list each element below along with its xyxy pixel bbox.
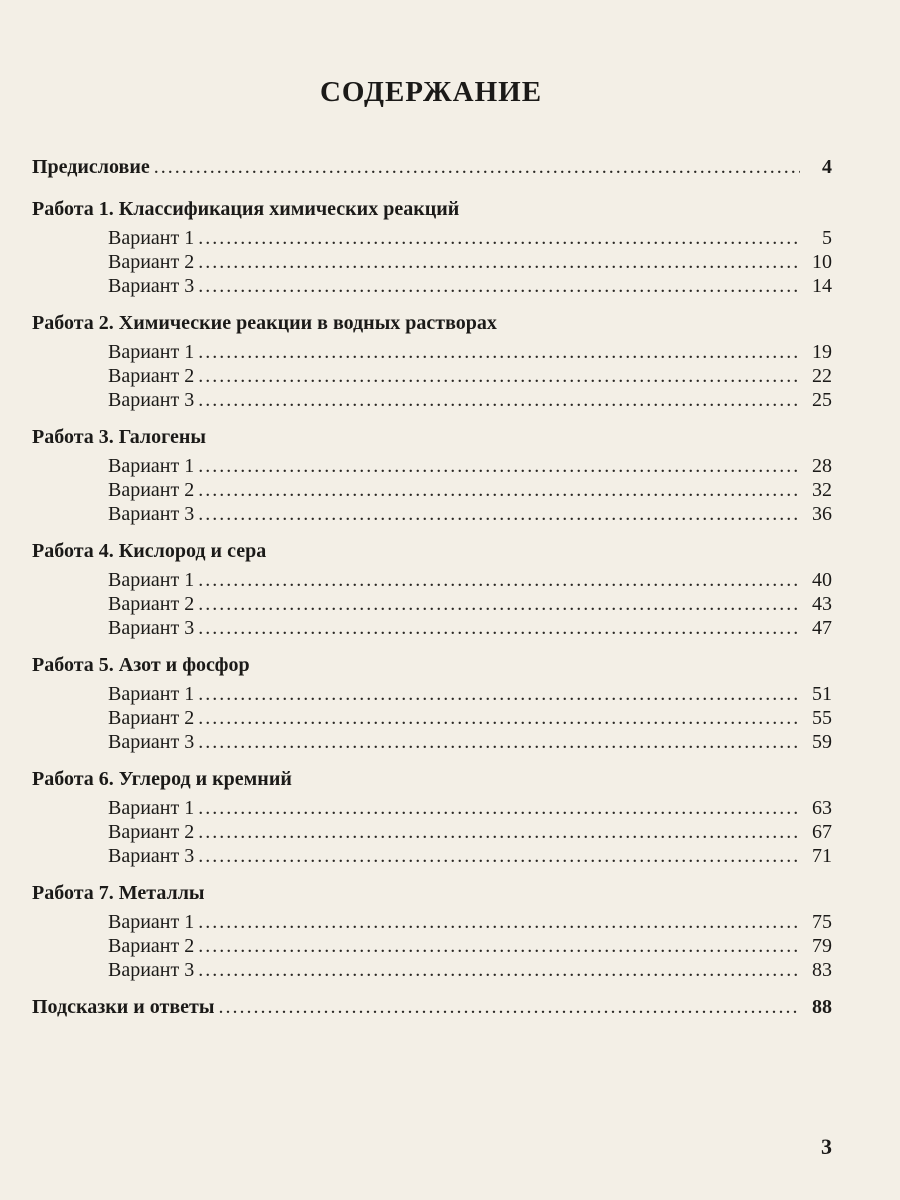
dot-leader <box>198 616 800 640</box>
toc-entry-page: 14 <box>812 275 832 297</box>
table-of-contents <box>32 150 832 1024</box>
dot-leader <box>154 150 800 184</box>
toc-entry-label: Вариант 3 <box>108 731 195 753</box>
toc-entry-variant[interactable] <box>32 616 832 640</box>
dot-leader <box>198 250 800 274</box>
toc-entry-page: 83 <box>812 959 832 981</box>
toc-entry-variant[interactable] <box>32 934 832 958</box>
toc-entry-variant[interactable] <box>32 706 832 730</box>
toc-entry-label: Вариант 2 <box>108 251 195 273</box>
dot-leader <box>198 730 800 754</box>
toc-entry-label: Вариант 3 <box>108 275 195 297</box>
toc-entry-label: Вариант 3 <box>108 389 195 411</box>
toc-entry-label: Вариант 1 <box>108 569 195 591</box>
toc-entry-page: 25 <box>812 389 832 411</box>
toc-entry-label: Вариант 2 <box>108 821 195 843</box>
toc-entry-preface[interactable] <box>32 150 832 184</box>
toc-section-2[interactable]: Работа 2. Химические реакции в водных растворах <box>32 312 497 334</box>
dot-leader <box>218 990 800 1024</box>
toc-section-6[interactable]: Работа 6. Углерод и кремний <box>32 768 292 790</box>
toc-entry-page: 36 <box>812 503 832 525</box>
toc-entry-page: 19 <box>812 341 832 363</box>
dot-leader <box>198 502 800 526</box>
toc-entry-label: Подсказки и ответы <box>32 996 215 1018</box>
toc-entry-label: Вариант 2 <box>108 935 195 957</box>
toc-entry-answers[interactable] <box>32 990 832 1024</box>
toc-entry-label: Вариант 3 <box>108 959 195 981</box>
page-number: 3 <box>821 1134 832 1159</box>
toc-entry-page: 40 <box>812 569 832 591</box>
toc-entry-page: 5 <box>822 227 832 249</box>
toc-entry-page: 47 <box>812 617 832 639</box>
toc-entry-label: Вариант 1 <box>108 227 195 249</box>
toc-entry-variant[interactable] <box>32 844 832 868</box>
dot-leader <box>198 796 800 820</box>
toc-section-4[interactable]: Работа 4. Кислород и сера <box>32 540 267 562</box>
toc-entry-page: 22 <box>812 365 832 387</box>
toc-entry-page: 51 <box>812 683 832 705</box>
toc-entry-label: Вариант 2 <box>108 707 195 729</box>
toc-entry-page: 55 <box>812 707 832 729</box>
toc-entry-label: Вариант 2 <box>108 365 195 387</box>
toc-entry-label: Вариант 1 <box>108 797 195 819</box>
toc-entry-page: 4 <box>822 156 832 178</box>
toc-entry-variant[interactable] <box>32 820 832 844</box>
toc-entry-label: Вариант 3 <box>108 617 195 639</box>
toc-entry-page: 43 <box>812 593 832 615</box>
toc-entry-label: Вариант 3 <box>108 845 195 867</box>
toc-entry-page: 79 <box>812 935 832 957</box>
toc-entry-variant[interactable] <box>32 274 832 298</box>
toc-entry-label: Вариант 1 <box>108 455 195 477</box>
dot-leader <box>198 226 800 250</box>
toc-entry-label: Вариант 2 <box>108 479 195 501</box>
toc-entry-variant[interactable] <box>32 910 832 934</box>
toc-entry-label: Вариант 1 <box>108 683 195 705</box>
dot-leader <box>198 706 800 730</box>
dot-leader <box>198 388 800 412</box>
toc-entry-variant[interactable] <box>32 454 832 478</box>
dot-leader <box>198 568 800 592</box>
dot-leader <box>198 682 800 706</box>
toc-entry-page: 75 <box>812 911 832 933</box>
toc-entry-variant[interactable] <box>32 502 832 526</box>
toc-entry-variant[interactable] <box>32 250 832 274</box>
toc-entry-label: Вариант 3 <box>108 503 195 525</box>
dot-leader <box>198 340 800 364</box>
dot-leader <box>198 910 800 934</box>
dot-leader <box>198 364 800 388</box>
toc-entry-variant[interactable] <box>32 796 832 820</box>
toc-entry-page: 88 <box>812 996 832 1018</box>
toc-entry-page: 10 <box>812 251 832 273</box>
toc-entry-page: 32 <box>812 479 832 501</box>
dot-leader <box>198 274 800 298</box>
toc-entry-variant[interactable] <box>32 568 832 592</box>
toc-section-5[interactable]: Работа 5. Азот и фосфор <box>32 654 250 676</box>
toc-entry-variant[interactable] <box>32 682 832 706</box>
toc-entry-label: Вариант 1 <box>108 341 195 363</box>
toc-entry-variant[interactable] <box>32 730 832 754</box>
dot-leader <box>198 958 800 982</box>
toc-entry-page: 67 <box>812 821 832 843</box>
dot-leader <box>198 592 800 616</box>
dot-leader <box>198 934 800 958</box>
toc-entry-label: Вариант 2 <box>108 593 195 615</box>
toc-entry-variant[interactable] <box>32 592 832 616</box>
page-title: СОДЕРЖАНИЕ <box>319 76 543 108</box>
toc-entry-page: 63 <box>812 797 832 819</box>
toc-section-1[interactable]: Работа 1. Классификация химических реакций <box>32 198 460 220</box>
toc-entry-variant[interactable] <box>32 478 832 502</box>
toc-entry-variant[interactable] <box>32 364 832 388</box>
toc-entry-variant[interactable] <box>32 340 832 364</box>
toc-section-7[interactable]: Работа 7. Металлы <box>32 882 205 904</box>
toc-entry-page: 28 <box>812 455 832 477</box>
toc-entry-page: 59 <box>812 731 832 753</box>
dot-leader <box>198 820 800 844</box>
toc-entry-label: Вариант 1 <box>108 911 195 933</box>
toc-entry-label: Предисловие <box>32 156 150 178</box>
toc-entry-variant[interactable] <box>32 226 832 250</box>
toc-entry-variant[interactable] <box>32 388 832 412</box>
toc-section-3[interactable]: Работа 3. Галогены <box>32 426 206 448</box>
dot-leader <box>198 454 800 478</box>
dot-leader <box>198 844 800 868</box>
toc-entry-variant[interactable] <box>32 958 832 982</box>
toc-entry-page: 71 <box>812 845 832 867</box>
dot-leader <box>198 478 800 502</box>
